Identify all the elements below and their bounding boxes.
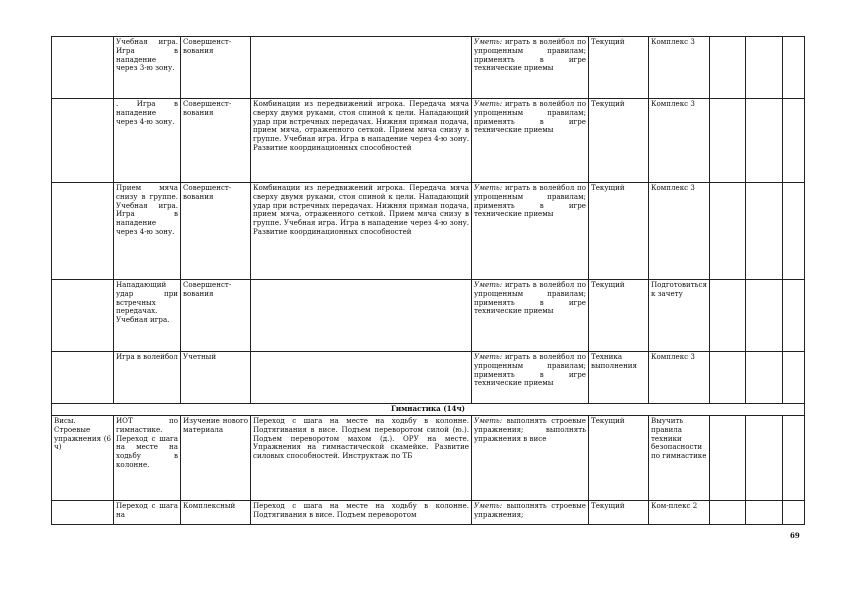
requirements-label: Уметь:: [474, 416, 503, 425]
content-cell: Переход с шага на месте на ходьбу в колонне. Подтягивания в висе. Подъем переворотом: [251, 501, 472, 525]
lesson-plan-table: [51, 36, 805, 525]
content-cell: Комбинации из передвижений игрока. Передача мяча сверху двумя руками, стоя спиной к цели. Нападающий удар при встречных передачах. Нижняя прямая подача, прием мяча, отраженного сеткой. Прием мяча снизу в группе. Учебная игра. Игра в нападение через 4-ю зону. Развитие координационных способностей: [251, 183, 472, 280]
homework-cell: Выучить правила техники безопасности по гимнастике: [649, 416, 710, 501]
table-row: [52, 183, 805, 280]
requirements-cell: [472, 501, 589, 525]
block-cell: [52, 501, 114, 525]
requirements-label: Уметь:: [474, 37, 503, 46]
block-cell: [52, 37, 114, 99]
content-cell: [251, 37, 472, 99]
requirements-label: Уметь:: [474, 280, 503, 289]
requirements-text: играть в волейбол по упрощенным правилам; применять в игре технические приемы: [474, 352, 586, 388]
homework-cell: Комплекс 3: [649, 352, 710, 404]
topic-cell: . Игра в нападение через 4-ю зону.: [114, 99, 181, 183]
lesson-type-cell: Совершенст-вования: [181, 99, 251, 183]
homework-cell: Комплекс 3: [649, 99, 710, 183]
requirements-cell: [472, 99, 589, 183]
topic-cell: Нападающий удар при встречных передачах. Учебная игра.: [114, 280, 181, 352]
topic-cell: Учебная игра. Игра в нападение через 3-ю зону.: [114, 37, 181, 99]
table-row: [52, 280, 805, 352]
topic-cell: Прием мяча снизу в группе. Учебная игра. Игра в нападение через 4-ю зону.: [114, 183, 181, 280]
control-cell: Текущий: [589, 280, 649, 352]
control-cell: Текущий: [589, 99, 649, 183]
lesson-type-cell: Совершенст-вования: [181, 280, 251, 352]
control-cell: Техника выполнения: [589, 352, 649, 404]
section-row: [52, 404, 805, 416]
content-cell: Переход с шага на месте на ходьбу в колонне. Подтягивания в висе. Подъем переворотом силой (ю.). Подъем переворотом махом (д.). ОРУ на месте. Упражнения на гимнастической скамейке. Развитие силовых способностей. Инструктаж по ТБ: [251, 416, 472, 501]
requirements-cell: [472, 280, 589, 352]
requirements-label: Уметь:: [474, 183, 503, 192]
table-row: [52, 416, 805, 501]
requirements-cell: [472, 183, 589, 280]
topic-cell: ИОТ по гимнастике. Переход с шага на месте на ходьбу в колонне.: [114, 416, 181, 501]
requirements-label: Уметь:: [474, 501, 503, 510]
requirements-cell: [472, 352, 589, 404]
control-cell: Текущий: [589, 501, 649, 525]
table-row: [52, 37, 805, 99]
requirements-text: играть в волейбол по упрощенным правилам; применять в игре технические приемы: [474, 183, 586, 219]
block-cell: Висы. Строевые упражнения (6 ч): [52, 416, 114, 501]
control-cell: Текущий: [589, 37, 649, 99]
lesson-type-cell: Совершенст-вования: [181, 37, 251, 99]
table-row: [52, 501, 805, 525]
content-cell: [251, 280, 472, 352]
requirements-label: Уметь:: [474, 99, 503, 108]
lesson-type-cell: Комплексный: [181, 501, 251, 525]
lesson-type-cell: Совершенст-вования: [181, 183, 251, 280]
content-cell: [251, 352, 472, 404]
requirements-text: выполнять строевые упражнения; выполнять упражнения в висе: [474, 416, 586, 443]
requirements-text: играть в волейбол по упрощенным правилам; применять в игре технические приемы: [474, 99, 586, 135]
section-title: Гимнастика (14ч): [52, 404, 805, 416]
requirements-text: выполнять строевые упражнения;: [474, 501, 586, 519]
requirements-cell: [472, 416, 589, 501]
topic-cell: Игра в волейбол: [114, 352, 181, 404]
lesson-type-cell: Учетный: [181, 352, 251, 404]
homework-cell: Подготовиться к зачету: [649, 280, 710, 352]
homework-cell: Комплекс 3: [649, 37, 710, 99]
requirements-text: играть в волейбол по упрощенным правилам; применять в игре технические приемы: [474, 280, 586, 316]
table-row: [52, 99, 805, 183]
homework-cell: Комплекс 3: [649, 183, 710, 280]
lesson-type-cell: Изучение нового материала: [181, 416, 251, 501]
page-number: 69: [790, 531, 800, 540]
topic-cell: Переход с шага на: [114, 501, 181, 525]
block-cell: [52, 352, 114, 404]
requirements-label: Уметь:: [474, 352, 503, 361]
block-cell: [52, 280, 114, 352]
control-cell: Текущий: [589, 416, 649, 501]
content-cell: Комбинации из передвижений игрока. Передача мяча сверху двумя руками, стоя спиной к цели. Нападающий удар при встречных передачах. Нижняя прямая подача, прием мяча, отраженного сеткой. Прием мяча снизу в группе. Учебная игра. Игра в нападение через 4-ю зону. Развитие координационных способностей: [251, 99, 472, 183]
requirements-cell: [472, 37, 589, 99]
table-row: [52, 352, 805, 404]
block-cell: [52, 99, 114, 183]
requirements-text: играть в волейбол по упрощенным правилам; применять в игре технические приемы: [474, 37, 586, 73]
control-cell: Текущий: [589, 183, 649, 280]
homework-cell: Ком-плекс 2: [649, 501, 710, 525]
block-cell: [52, 183, 114, 280]
